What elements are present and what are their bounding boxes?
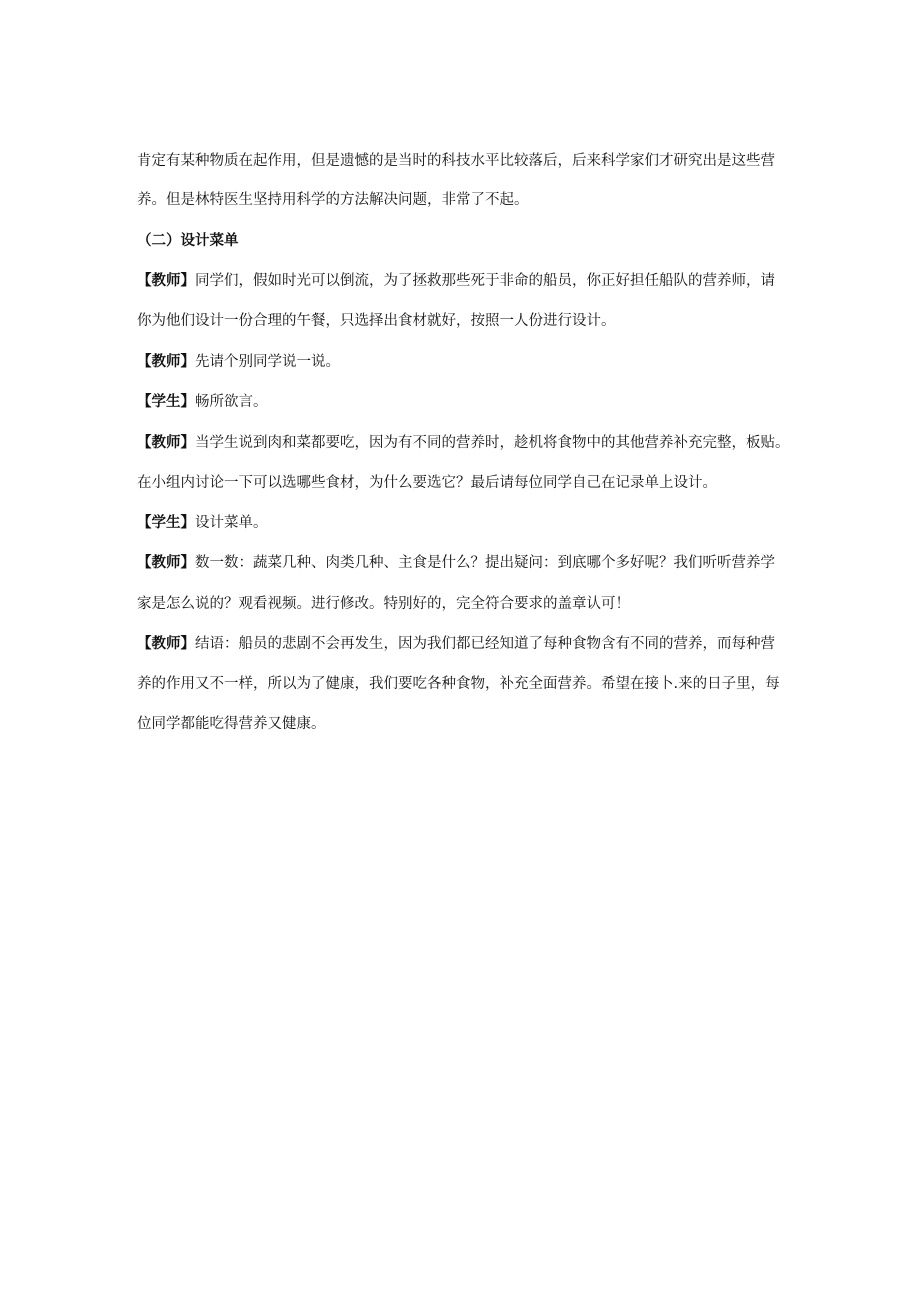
paragraph-4-line-1 <box>137 433 797 453</box>
paragraph-text: 结语：船员的悲剧不会再发生，因为我们都已经知道了每种食物含有不同的营养，而每种营 <box>195 636 775 652</box>
paragraph-7-line-1 <box>137 634 797 654</box>
paragraph-1-line-2: 你为他们设计一份合理的午餐，只选择出食材就好，按照一人份进行设计。 <box>137 313 616 329</box>
paragraph-3-line-1 <box>137 392 797 412</box>
speaker-tag-teacher: 【教师】 <box>137 354 195 370</box>
intro-line-1: 肯定有某种物质在起作用，但是遗憾的是当时的科技水平比较落后，后来科学家们才研究出是这些营 <box>137 153 775 169</box>
paragraph-text: 当学生说到肉和菜都要吃，因为有不同的营养时，趁机将食物中的其他营养补充完整，板贴。 <box>195 435 790 451</box>
speaker-tag-teacher: 【教师】 <box>137 435 195 451</box>
paragraph-1-line-1 <box>137 271 797 291</box>
speaker-tag-teacher: 【教师】 <box>137 636 195 652</box>
paragraph-7-line-2: 养的作用又不一样，所以为了健康，我们要吃各种食物，补充全面营养。希望在接卜.来的日子里，每 <box>137 676 780 692</box>
paragraph-7-line-3: 位同学都能吃得营养又健康。 <box>137 716 326 732</box>
paragraph-4-line-2: 在小组内讨论一下可以选哪些食材，为什么要选它？最后请每位同学自己在记录单上设计。 <box>137 475 717 491</box>
paragraph-text: 数一数：蔬菜几种、肉类几种、主食是什么？提出疑问：到底哪个多好呢？我们听听营养学 <box>195 555 775 571</box>
speaker-tag-student: 【学生】 <box>137 394 195 410</box>
paragraph-2-line-1 <box>137 352 797 372</box>
paragraph-5-line-1 <box>137 513 797 533</box>
paragraph-6-line-1 <box>137 553 797 573</box>
speaker-tag-teacher: 【教师】 <box>137 273 195 289</box>
paragraph-text: 先请个别同学说一说。 <box>195 354 340 370</box>
speaker-tag-student: 【学生】 <box>137 515 195 531</box>
paragraph-text: 设计菜单。 <box>195 515 268 531</box>
paragraph-6-line-2: 家是怎么说的？观看视频。进行修改。特别好的，完全符合要求的盖章认可！ <box>137 596 630 612</box>
speaker-tag-teacher: 【教师】 <box>137 555 195 571</box>
paragraph-text: 畅所欲言。 <box>195 394 268 410</box>
section-heading: （二）设计菜单 <box>137 233 239 249</box>
paragraph-text: 同学们，假如时光可以倒流，为了拯救那些死于非命的船员，你正好担任船队的营养师，请 <box>195 273 775 289</box>
intro-line-2: 养。但是林特医生坚持用科学的方法解决问题，非常了不起。 <box>137 192 529 208</box>
